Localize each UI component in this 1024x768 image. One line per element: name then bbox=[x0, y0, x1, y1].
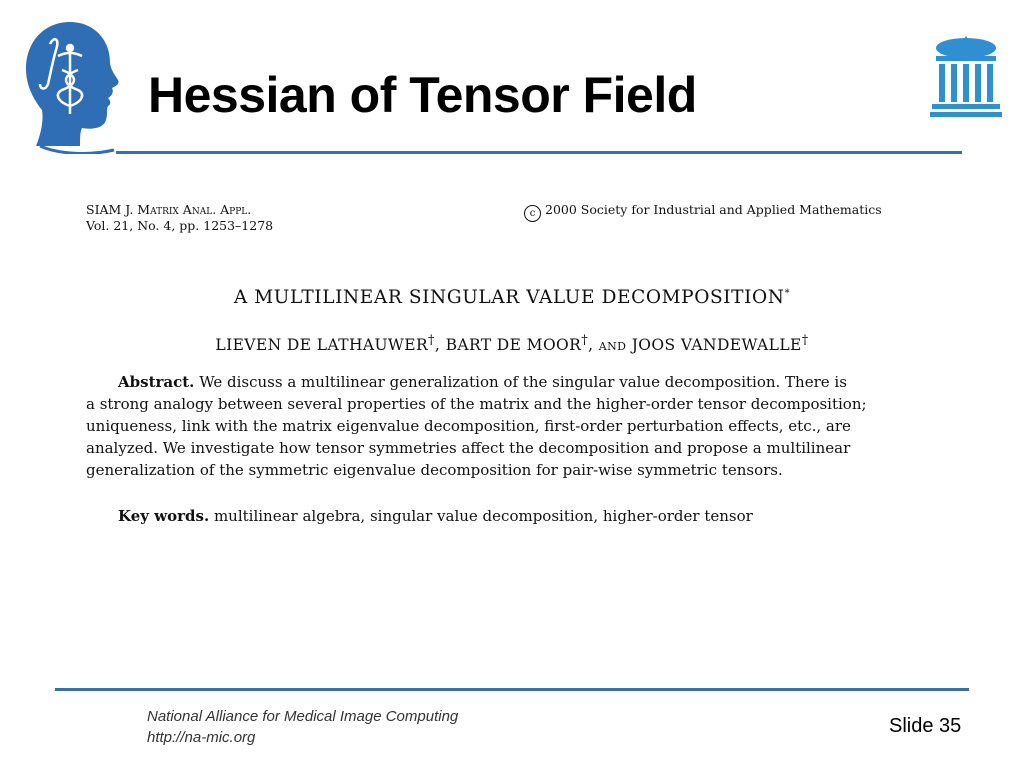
paper-title bbox=[0, 287, 1024, 308]
author-1-mark: † bbox=[428, 333, 435, 348]
journal-name: SIAM J. Matrix Anal. Appl. bbox=[86, 202, 252, 217]
author-2: BART DE MOOR bbox=[445, 336, 582, 355]
footer-org bbox=[147, 706, 458, 748]
footer-org-name: National Alliance for Medical Image Computing bbox=[147, 708, 459, 725]
copyright-text: 2000 Society for Industrial and Applied Mathematics bbox=[545, 202, 882, 217]
abstract-line: generalization of the symmetric eigenvalue decomposition for pair-wise symmetric tensors. bbox=[86, 461, 783, 479]
footer-divider bbox=[55, 688, 969, 691]
keywords bbox=[118, 507, 753, 525]
abstract-line: uniqueness, link with the matrix eigenvalue decomposition, first-order perturbation effects, etc., are bbox=[86, 417, 851, 435]
keywords-text: multilinear algebra, singular value decomposition, higher-order tensor bbox=[213, 507, 753, 525]
title-footnote-mark: * bbox=[784, 287, 791, 299]
author-3-mark: † bbox=[801, 333, 809, 348]
abstract-line: a strong analogy between several properties of the matrix and the higher-order tensor decomposition; bbox=[86, 395, 867, 413]
paper-authors: LIEVEN DE LATHAUWER†, BART DE MOOR†, and JOOS VANDEWALLE† bbox=[215, 333, 809, 355]
copyright-icon: c bbox=[524, 205, 541, 222]
journal-info bbox=[86, 202, 273, 234]
abstract-line-text: We discuss a multilinear generalization of the singular value decomposition. There is bbox=[199, 373, 847, 391]
keywords-label: Key words. bbox=[118, 507, 210, 525]
journal-volume: Vol. 21, No. 4, pp. 1253–1278 bbox=[86, 218, 274, 233]
paper-title-text: A MULTILINEAR SINGULAR VALUE DECOMPOSITION bbox=[233, 287, 785, 308]
copyright-notice bbox=[524, 202, 882, 222]
slide-number: Slide 35 bbox=[889, 715, 962, 737]
abstract-line: analyzed. We investigate how tensor symmetries affect the decomposition and propose a multilinear bbox=[86, 439, 851, 457]
author-conjunction: and bbox=[598, 336, 627, 355]
author-1: LIEVEN DE LATHAUWER bbox=[215, 336, 429, 355]
author-3: JOOS VANDEWALLE bbox=[631, 336, 802, 355]
slide-title: Hessian of Tensor Field bbox=[148, 67, 697, 123]
abstract-label: Abstract. bbox=[118, 373, 195, 391]
abstract-line bbox=[86, 371, 948, 393]
footer-url: http://na-mic.org bbox=[147, 729, 256, 746]
author-2-mark: † bbox=[581, 333, 589, 348]
abstract bbox=[86, 371, 948, 481]
